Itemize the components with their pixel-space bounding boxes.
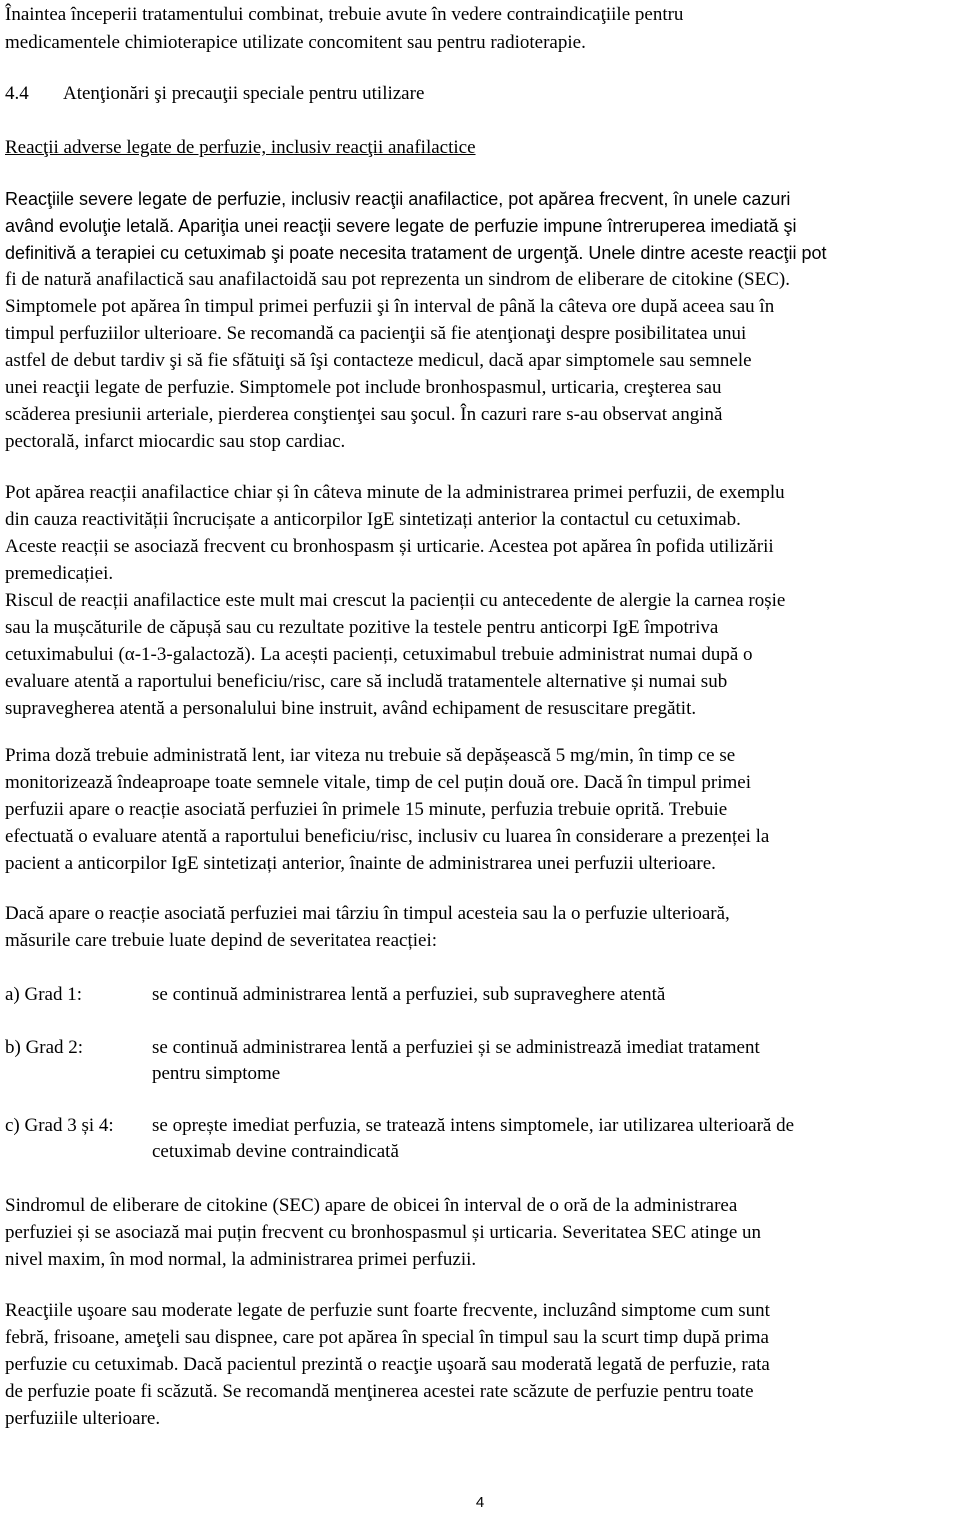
paragraph-line: febră, frisoane, ameţeli sau dispnee, care pot apărea în special în timpul sau la scurt timp după prima bbox=[5, 1327, 769, 1348]
paragraph-line: supravegherea atentă a personalului bine instruit, având echipament de resuscitare pregătit. bbox=[5, 698, 697, 719]
grade-text: cetuximab devine contraindicată bbox=[152, 1141, 399, 1162]
paragraph-line: Reacţiile severe legate de perfuzie, inclusiv reacţii anafilactice, pot apărea frecvent, în unele cazuri bbox=[5, 189, 791, 209]
paragraph-line: Simptomele pot apărea în timpul primei perfuzii şi în interval de până la câteva ore după aceea sau în bbox=[5, 296, 775, 317]
paragraph-line: efectuată o evaluare atentă a raportului beneficiu/risc, inclusiv cu luarea în considerare a prezenței la bbox=[5, 826, 770, 847]
paragraph-line: unei reacţii legate de perfuzie. Simptomele pot include bronhospasmul, urticaria, creşterea sau bbox=[5, 377, 722, 398]
paragraph-line: definitivă a terapiei cu cetuximab şi poate necesita tratament de urgenţă. Unele dintre aceste reacţii pot bbox=[5, 243, 827, 263]
grade-text: se oprește imediat perfuzia, se tratează intens simptomele, iar utilizarea ulterioară de bbox=[152, 1115, 795, 1136]
subheading: Reacţii adverse legate de perfuzie, inclusiv reacţii anafilactice bbox=[5, 137, 476, 158]
paragraph-line: evaluare atentă a raportului beneficiu/risc, care să includă tratamentele alternative și numai sub bbox=[5, 671, 728, 692]
paragraph-line: perfuzie cu cetuximab. Dacă pacientul prezintă o reacţie uşoară sau moderată legată de perfuzie, rata bbox=[5, 1354, 770, 1375]
paragraph-line: pacient a anticorpilor IgE sintetizați anterior, înainte de administrarea unei perfuzii ulterioare. bbox=[5, 853, 716, 874]
paragraph-line: Dacă apare o reacție asociată perfuziei mai târziu în timpul acesteia sau la o perfuzie ulterioară, bbox=[5, 903, 730, 924]
paragraph-line: din cauza reactivității încrucișate a anticorpilor IgE sintetizați anterior la contactul cu cetuximab. bbox=[5, 509, 741, 530]
paragraph-line: Sindromul de eliberare de citokine (SEC) apare de obicei în interval de o oră de la administrarea bbox=[5, 1195, 738, 1216]
grade-label: b) Grad 2: bbox=[5, 1037, 84, 1058]
paragraph-line: fi de natură anafilactică sau anafilactoidă sau pot reprezenta un sindrom de eliberare de citokine (SEC). bbox=[5, 269, 790, 290]
section-title: Atenţionări şi precauţii speciale pentru utilizare bbox=[63, 83, 425, 104]
paragraph-line: scăderea presiunii arteriale, pierderea conştienţei sau şocul. În cazuri rare s-au observat angină bbox=[5, 404, 723, 425]
paragraph-line: Aceste reacții se asociază frecvent cu bronhospasm și urticarie. Acestea pot apărea în pofida utilizării bbox=[5, 536, 774, 557]
paragraph-line: Reacţiile uşoare sau moderate legate de perfuzie sunt foarte frecvente, incluzând simptome cum sunt bbox=[5, 1300, 770, 1321]
paragraph-line: nivel maxim, în mod normal, la administrarea primei perfuzii. bbox=[5, 1249, 477, 1270]
paragraph-line: astfel de debut tardiv şi să fie sfătuiţi să îşi contacteze medicul, dacă apar simptomele sau semnele bbox=[5, 350, 752, 371]
grade-text: se continuă administrarea lentă a perfuziei, sub supraveghere atentă bbox=[152, 984, 666, 1005]
paragraph-line: având evoluţie letală. Apariţia unei reacţii severe legate de perfuzie impune întreruperea imediată şi bbox=[5, 216, 797, 236]
grade-label: c) Grad 3 și 4: bbox=[5, 1115, 114, 1136]
grade-text: se continuă administrarea lentă a perfuziei și se administrează imediat tratament bbox=[152, 1037, 760, 1058]
paragraph-line: perfuziei și se asociază mai puțin frecvent cu bronhospasmul și urticaria. Severitatea SEC atinge un bbox=[5, 1222, 762, 1243]
paragraph-line: premedicației. bbox=[5, 563, 114, 584]
intro-line: Înaintea începerii tratamentului combinat, trebuie avute în vedere contraindicaţiile pentru bbox=[5, 4, 684, 25]
paragraph-line: timpul perfuziilor ulterioare. Se recomandă ca pacienţii să fie atenţionaţi despre posibilitatea unui bbox=[5, 323, 747, 344]
page-number: 4 bbox=[475, 1494, 485, 1511]
paragraph-line: monitorizează îndeaproape toate semnele vitale, timp de cel puțin două ore. Dacă în timpul primei bbox=[5, 772, 752, 793]
intro-line: medicamentele chimioterapice utilizate concomitent sau pentru radioterapie. bbox=[5, 32, 586, 53]
section-heading bbox=[5, 83, 424, 105]
paragraph-line: perfuziile ulterioare. bbox=[5, 1408, 161, 1429]
paragraph-line: Prima doză trebuie administrată lent, iar viteza nu trebuie să depășească 5 mg/min, în timp ce se bbox=[5, 745, 736, 766]
paragraph-line: perfuzii apare o reacție asociată perfuziei în primele 15 minute, perfuzia trebuie oprită. Trebuie bbox=[5, 799, 728, 820]
paragraph-line: Pot apărea reacții anafilactice chiar și în câteva minute de la administrarea primei perfuzii, de exemplu bbox=[5, 482, 785, 503]
grade-label: a) Grad 1: bbox=[5, 984, 83, 1005]
paragraph-line: pectorală, infarct miocardic sau stop cardiac. bbox=[5, 431, 346, 452]
paragraph-line: sau la mușcăturile de căpușă sau cu rezultate pozitive la testele pentru anticorpi IgE împotriva bbox=[5, 617, 719, 638]
paragraph-line: Riscul de reacții anafilactice este mult mai crescut la pacienții cu antecedente de alergie la carnea roșie bbox=[5, 590, 786, 611]
section-number: 4.4 bbox=[5, 83, 29, 104]
paragraph-line: cetuximabului (α-1-3-galactoză). La acești pacienți, cetuximabul trebuie administrat numai după o bbox=[5, 644, 753, 665]
grade-text: pentru simptome bbox=[152, 1063, 281, 1084]
paragraph-line: măsurile care trebuie luate depind de severitatea reacției: bbox=[5, 930, 438, 951]
paragraph-line: de perfuzie poate fi scăzută. Se recomandă menţinerea acestei rate scăzute de perfuzie pentru toate bbox=[5, 1381, 754, 1402]
